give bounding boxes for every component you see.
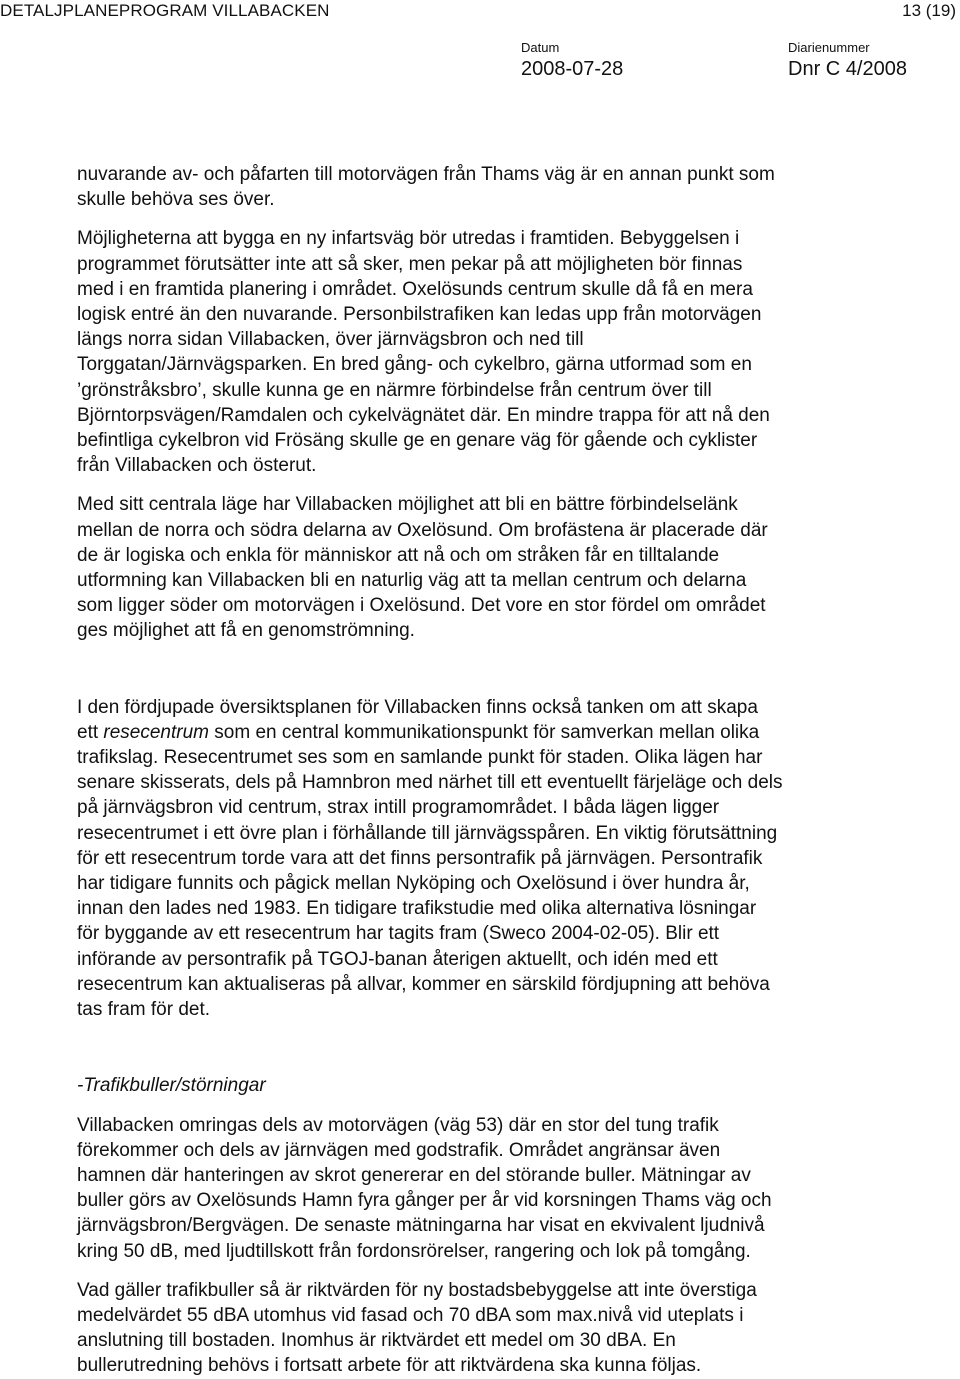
- page-number: 13 (19): [902, 1, 956, 20]
- document-body: [77, 162, 937, 1379]
- date-value: 2008-07-28: [521, 58, 624, 80]
- registration-number-block: [788, 40, 907, 82]
- paragraph-noise-sources: Villabacken omringas dels av motorvägen (väg 53) där en stor del tung trafik förekommer och dels av järnvägen med godstrafik. Området angränsar även hamnen där hanteringen av skrot genererar en del störande buller. Mätningar av buller görs av Oxelösunds Hamn fyra gånger per år vid korsningen Thams väg och järnvägsbron/Bergvägen. De senaste mätningarna har visat en ekvivalent ljudnivå kring 50 dB, med ljudtillskott från fordonsrörelser, rangering och lok på tomgång.: [77, 1114, 772, 1262]
- registration-number-value: Dnr C 4/2008: [788, 58, 907, 80]
- paragraph-new-access-road: Möjligheterna att bygga en ny infartsväg bör utredas i framtiden. Bebyggelsen i programmet förutsätter inte att så sker, men pekar på att möjligheten bör finnas med i en framtida planering i området. Oxelösunds centrum skulle då få en mera logisk entré än den nuvarande. Personbilstrafiken kan ledas upp från motorvägen längs norra sidan Villabacken, över järnvägsbron och ned till Torggatan/Järnvägsparken. En bred gång- och cykelbro, gärna utformad som en ’grönstråksbro’, skulle kunna ge en närmre förbindelse från centrum över till Björntorpsvägen/Ramdalen och cykelvägnätet där. En mindre trappa för att nå den befintliga cykelbron vid Frösäng skulle ge en genare väg för gående och cyklister från Villabacken och österut.: [77, 228, 770, 477]
- paragraph-noise-guidelines: Vad gäller trafikbuller så är riktvärden för ny bostadsbebyggelse att inte överstiga medelvärdet 55 dBA utomhus vid fasad och 70 dBA som max.nivå vid uteplats i anslutning till bostaden. Inomhus är riktvärdet ett medel om 30 dBA. En bullerutredning behövs i fortsatt arbete för att riktvärdena ska kunna följas.: [77, 1279, 757, 1377]
- paragraph-travel-center: [77, 695, 937, 1023]
- travel-center-text-start: I den fördjupade översiktsplanen för Villabacken finns också tanken om att skapa ett: [77, 696, 758, 743]
- registration-number-label: Diarienummer: [788, 40, 870, 55]
- date-block: [521, 40, 623, 82]
- travel-center-text-end: som en central kommunikationspunkt för samverkan mellan olika trafikslag. Resecentrumet ses som en samlande punkt för staden. Olika lägen har senare skisserats, dels på Hamnbron med närhet till ett eventuellt färjeläge och dels på järnvägsbron vid centrum, strax intill programområdet. I båda lägen ligger resecentrumet i ett övre plan i förhållande till järnvägsspåren. En viktig förutsättning för ett resecentrum torde vara att det finns persontrafik på järnvägen. Persontrafik har tidigare funnits och pågick mellan Nyköping och Oxelösund i över hundra år, innan den lades ned 1983. En tidigare trafikstudie med olika alternativa lösningar för byggande av ett resecentrum har tagits fram (Sweco 2004-02-05). Blir ett införande av persontrafik på TGOJ-banan återigen aktuellt, och idén med ett resecentrum kan aktualiseras på allvar, kommer en särskild fördjupning att behöva tas fram för det.: [77, 721, 783, 1021]
- travel-center-term: resecentrum: [103, 721, 210, 743]
- document-header-title: DETALJPLANEPROGRAM VILLABACKEN: [0, 1, 330, 20]
- section-heading-traffic-noise: -Trafikbuller/störningar: [77, 1075, 266, 1097]
- paragraph-motorway-exit: nuvarande av- och påfarten till motorvägen från Thams väg är en annan punkt som skulle behöva ses över.: [77, 164, 775, 211]
- paragraph-central-location: Med sitt centrala läge har Villabacken möjlighet att bli en bättre förbindelselänk mellan de norra och södra delarna av Oxelösund. Om brofästena är placerade där de är logiska och enkla för människor att nå och om stråken får en tilltalande utformning kan Villabacken bli en naturlig väg att ta mellan centrum och delarna som ligger söder om motorvägen i Oxelösund. Det vore en stor fördel om området ges möjlighet att få en genomströmning.: [77, 494, 768, 642]
- date-label: Datum: [521, 40, 560, 55]
